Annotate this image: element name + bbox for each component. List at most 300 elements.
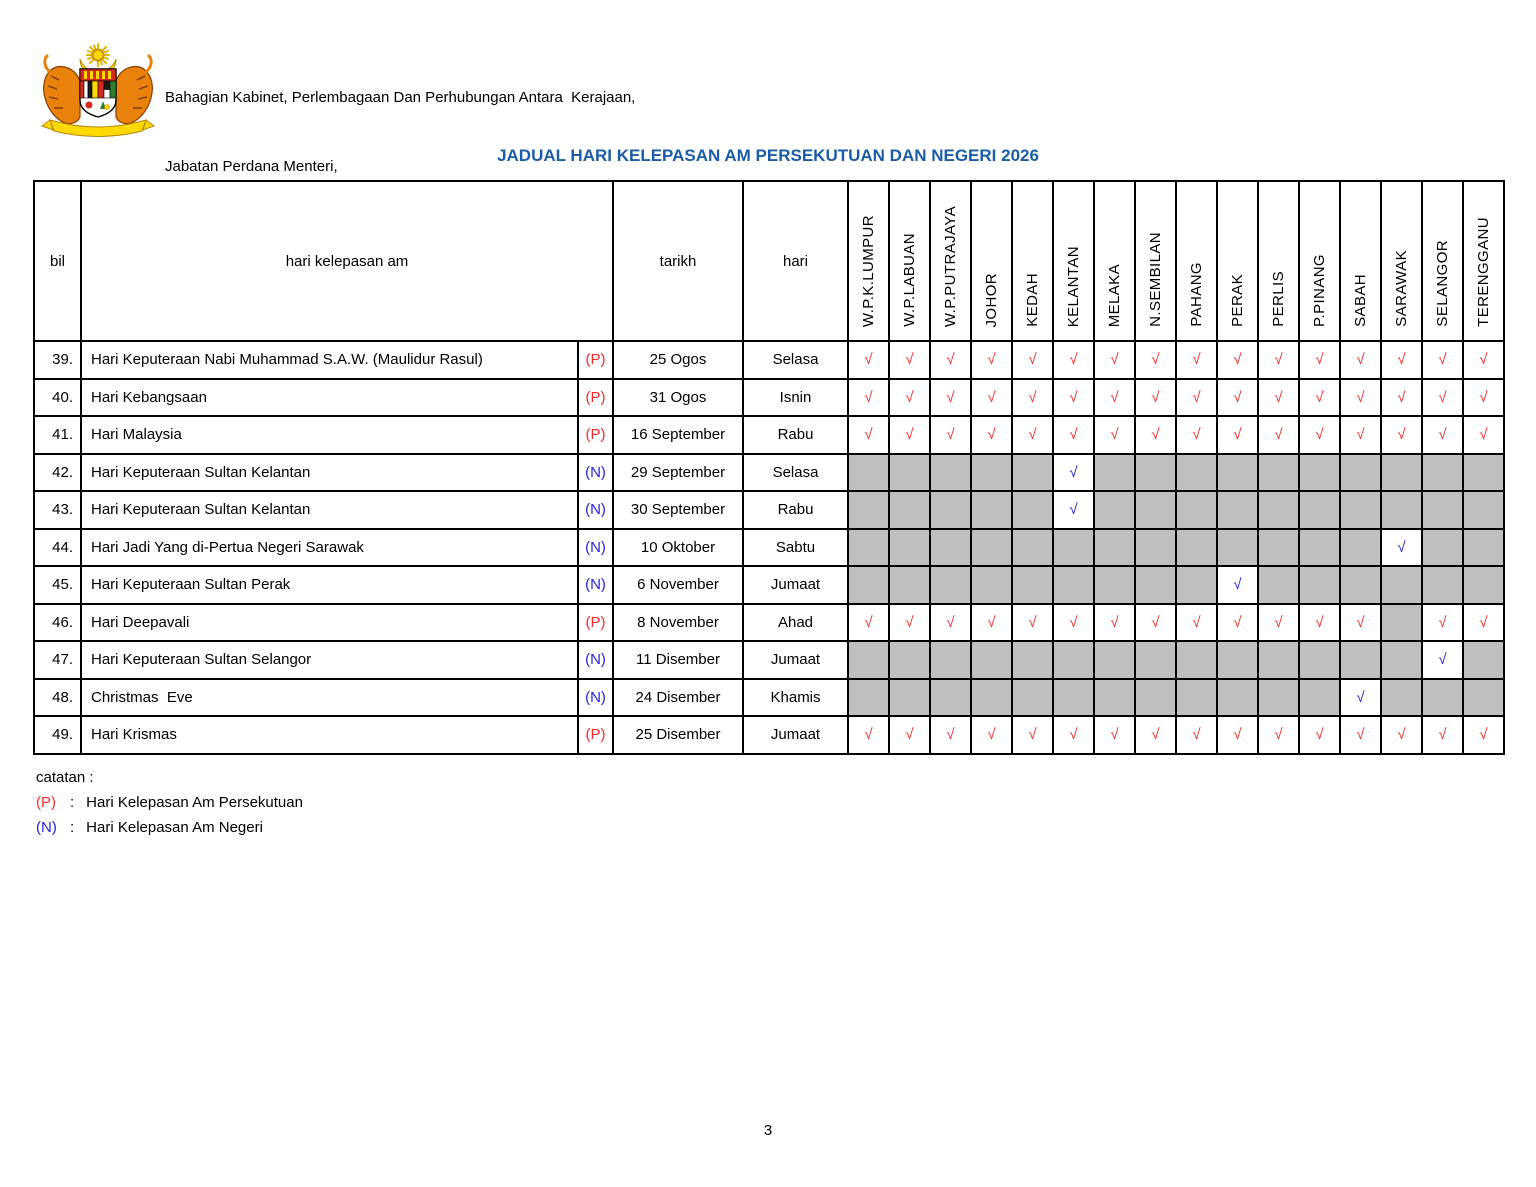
holiday-date: 16 September (613, 416, 743, 454)
col-header-state-johor (971, 181, 1012, 341)
address-line-2: Jabatan Perdana Menteri, (165, 158, 338, 175)
holiday-name: Hari Deepavali (81, 604, 578, 642)
state-cell-empty (1094, 566, 1135, 604)
state-cell-empty (1340, 454, 1381, 492)
state-cell-check: √ (848, 379, 889, 417)
state-cell-empty (1217, 491, 1258, 529)
state-cell-empty (889, 491, 930, 529)
state-cell-check: √ (1217, 566, 1258, 604)
state-cell-check: √ (1012, 416, 1053, 454)
col-header-state-kelantan (1053, 181, 1094, 341)
state-cell-empty (971, 491, 1012, 529)
state-cell-check: √ (1217, 379, 1258, 417)
holiday-day: Sabtu (743, 529, 848, 567)
col-header-state-pahang-label: PAHANG (1188, 262, 1206, 327)
row-number: 46. (34, 604, 81, 642)
col-header-state-melaka (1094, 181, 1135, 341)
state-cell-check: √ (1135, 416, 1176, 454)
state-cell-check: √ (1135, 341, 1176, 379)
state-cell-check: √ (1094, 716, 1135, 754)
holiday-name: Hari Krismas (81, 716, 578, 754)
state-cell-check: √ (971, 716, 1012, 754)
state-cell-empty (1299, 566, 1340, 604)
holiday-type: (N) (578, 529, 613, 567)
state-cell-empty (930, 529, 971, 567)
state-text: Hari Kelepasan Am Negeri (86, 819, 263, 836)
holiday-row (34, 716, 1504, 754)
state-cell-empty (889, 679, 930, 717)
state-cell-empty (889, 529, 930, 567)
state-cell-empty (930, 491, 971, 529)
col-header-state-n-sembilan (1135, 181, 1176, 341)
state-cell-check: √ (1217, 416, 1258, 454)
col-header-state-selangor-label: SELANGOR (1434, 240, 1452, 327)
state-cell-check: √ (1053, 491, 1094, 529)
state-cell-check: √ (930, 604, 971, 642)
state-cell-empty (1381, 641, 1422, 679)
state-cell-check: √ (1422, 341, 1463, 379)
state-cell-check: √ (1053, 379, 1094, 417)
state-cell-check: √ (848, 604, 889, 642)
state-cell-check: √ (930, 416, 971, 454)
state-cell-empty (848, 491, 889, 529)
state-cell-check: √ (1012, 341, 1053, 379)
state-cell-empty (1053, 566, 1094, 604)
col-header-state-kedah (1012, 181, 1053, 341)
state-cell-check: √ (1463, 341, 1504, 379)
holiday-name: Hari Keputeraan Nabi Muhammad S.A.W. (Maulidur Rasul) (81, 341, 578, 379)
state-cell-empty (1094, 529, 1135, 567)
state-cell-check: √ (889, 416, 930, 454)
state-cell-empty (848, 529, 889, 567)
table-header-row (34, 181, 1504, 341)
table-body (34, 341, 1504, 754)
state-cell-empty (1176, 566, 1217, 604)
col-header-state-sabah (1340, 181, 1381, 341)
state-cell-empty (1094, 641, 1135, 679)
state-cell-empty (1340, 641, 1381, 679)
col-header-state-p-pinang-label: P.PINANG (1311, 254, 1329, 327)
state-cell-check: √ (1053, 716, 1094, 754)
holiday-day: Khamis (743, 679, 848, 717)
state-cell-check: √ (1012, 604, 1053, 642)
holiday-day: Ahad (743, 604, 848, 642)
state-cell-check: √ (1176, 379, 1217, 417)
state-cell-check: √ (1422, 416, 1463, 454)
state-cell-check: √ (1299, 716, 1340, 754)
holiday-date: 24 Disember (613, 679, 743, 717)
state-cell-check: √ (1135, 604, 1176, 642)
holiday-type: (N) (578, 566, 613, 604)
state-cell-check: √ (1299, 604, 1340, 642)
state-cell-empty (1176, 454, 1217, 492)
state-cell-empty (1135, 529, 1176, 567)
col-header-state-sarawak-label: SARAWAK (1393, 250, 1411, 327)
state-cell-check: √ (930, 379, 971, 417)
row-number: 41. (34, 416, 81, 454)
state-cell-check: √ (1094, 379, 1135, 417)
holiday-row (34, 454, 1504, 492)
state-cell-check: √ (1381, 529, 1422, 567)
state-cell-empty (1135, 679, 1176, 717)
state-cell-empty (1258, 679, 1299, 717)
holiday-name: Hari Keputeraan Sultan Perak (81, 566, 578, 604)
state-cell-check: √ (1094, 416, 1135, 454)
row-number: 49. (34, 716, 81, 754)
state-cell-check: √ (1340, 416, 1381, 454)
col-header-state-selangor (1422, 181, 1463, 341)
state-cell-empty (848, 454, 889, 492)
state-cell-check: √ (889, 379, 930, 417)
holiday-row (34, 641, 1504, 679)
holiday-row (34, 529, 1504, 567)
holiday-name: Hari Jadi Yang di-Pertua Negeri Sarawak (81, 529, 578, 567)
state-cell-check: √ (1381, 716, 1422, 754)
state-cell-check: √ (971, 341, 1012, 379)
state-cell-empty (1176, 529, 1217, 567)
state-cell-empty (1217, 679, 1258, 717)
legend-item-federal (36, 790, 303, 815)
state-cell-empty (1463, 491, 1504, 529)
state-cell-check: √ (1422, 716, 1463, 754)
federal-text: Hari Kelepasan Am Persekutuan (86, 794, 303, 811)
holiday-type: (P) (578, 716, 613, 754)
state-cell-empty (1012, 454, 1053, 492)
state-cell-empty (1217, 641, 1258, 679)
col-header-state-perak-label: PERAK (1229, 274, 1247, 327)
state-cell-empty (1135, 454, 1176, 492)
state-cell-check: √ (1176, 604, 1217, 642)
state-cell-check: √ (930, 341, 971, 379)
state-cell-check: √ (1258, 716, 1299, 754)
holiday-day: Jumaat (743, 716, 848, 754)
state-cell-empty (1053, 679, 1094, 717)
holiday-day: Jumaat (743, 566, 848, 604)
state-cell-empty (971, 529, 1012, 567)
state-cell-empty (1094, 679, 1135, 717)
state-cell-empty (1176, 641, 1217, 679)
state-cell-empty (1012, 679, 1053, 717)
holiday-day: Rabu (743, 416, 848, 454)
state-cell-check: √ (848, 716, 889, 754)
state-cell-empty (848, 679, 889, 717)
holiday-name: Hari Keputeraan Sultan Selangor (81, 641, 578, 679)
holiday-date: 6 November (613, 566, 743, 604)
col-header-state-perlis-label: PERLIS (1270, 271, 1288, 327)
col-header-state-johor-label: JOHOR (983, 272, 1001, 327)
col-header-state-w-p-labuan (889, 181, 930, 341)
holiday-date: 8 November (613, 604, 743, 642)
state-cell-check: √ (1012, 716, 1053, 754)
col-header-state-melaka-label: MELAKA (1106, 263, 1124, 327)
col-header-state-perlis (1258, 181, 1299, 341)
state-cell-check: √ (1340, 379, 1381, 417)
col-header-state-w-p-k-lumpur (848, 181, 889, 341)
state-cell-empty (1422, 529, 1463, 567)
col-header-state-sarawak (1381, 181, 1422, 341)
state-cell-empty (1340, 529, 1381, 567)
state-cell-empty (1422, 491, 1463, 529)
state-cell-empty (1299, 679, 1340, 717)
state-cell-check: √ (1340, 679, 1381, 717)
state-cell-check: √ (1053, 416, 1094, 454)
holiday-name: Hari Kebangsaan (81, 379, 578, 417)
col-header-state-w-p-putrajaya (930, 181, 971, 341)
state-cell-check: √ (971, 416, 1012, 454)
state-cell-check: √ (1299, 379, 1340, 417)
holiday-type: (N) (578, 679, 613, 717)
holiday-type: (P) (578, 341, 613, 379)
state-cell-check: √ (1463, 716, 1504, 754)
holiday-name: Hari Keputeraan Sultan Kelantan (81, 491, 578, 529)
row-number: 44. (34, 529, 81, 567)
state-cell-empty (1463, 454, 1504, 492)
holiday-date: 30 September (613, 491, 743, 529)
state-cell-empty (1463, 641, 1504, 679)
holiday-type: (P) (578, 416, 613, 454)
state-cell-empty (1135, 491, 1176, 529)
table-header (34, 181, 1504, 341)
state-cell-check: √ (1094, 604, 1135, 642)
legend-heading: catatan : (36, 769, 94, 786)
state-cell-check: √ (1217, 604, 1258, 642)
state-cell-check: √ (971, 379, 1012, 417)
state-cell-empty (930, 679, 971, 717)
federal-separator: : (70, 794, 75, 811)
col-header-state-p-pinang (1299, 181, 1340, 341)
row-number: 47. (34, 641, 81, 679)
state-cell-empty (1012, 641, 1053, 679)
holiday-day: Isnin (743, 379, 848, 417)
state-cell-empty (1012, 491, 1053, 529)
state-cell-check: √ (1135, 379, 1176, 417)
state-cell-empty (1381, 491, 1422, 529)
col-header-state-kedah-label: KEDAH (1024, 273, 1042, 327)
state-cell-check: √ (1422, 641, 1463, 679)
state-cell-empty (1422, 454, 1463, 492)
holiday-date: 25 Disember (613, 716, 743, 754)
state-cell-empty (1463, 679, 1504, 717)
holiday-name: Hari Malaysia (81, 416, 578, 454)
holiday-type: (P) (578, 604, 613, 642)
state-cell-empty (848, 641, 889, 679)
state-cell-check: √ (1422, 379, 1463, 417)
col-header-state-pahang (1176, 181, 1217, 341)
state-cell-empty (1299, 454, 1340, 492)
holiday-date: 31 Ogos (613, 379, 743, 417)
holiday-row (34, 566, 1504, 604)
state-cell-empty (1135, 566, 1176, 604)
holiday-table (33, 180, 1505, 755)
holiday-day: Jumaat (743, 641, 848, 679)
state-cell-check: √ (889, 604, 930, 642)
holiday-day: Selasa (743, 341, 848, 379)
state-cell-empty (1299, 529, 1340, 567)
col-header-bil (34, 181, 81, 341)
state-cell-empty (1381, 679, 1422, 717)
state-cell-empty (1094, 454, 1135, 492)
col-header-state-n-sembilan-label: N.SEMBILAN (1147, 232, 1165, 327)
state-cell-empty (1258, 454, 1299, 492)
col-header-holiday-label: hari kelepasan am (285, 252, 409, 270)
col-header-holiday (81, 181, 613, 341)
col-header-state-w-p-k-lumpur-label: W.P.K.LUMPUR (860, 214, 878, 327)
col-header-state-kelantan-label: KELANTAN (1065, 245, 1083, 327)
state-cell-empty (1340, 566, 1381, 604)
state-cell-check: √ (1176, 416, 1217, 454)
federal-symbol: (P) (36, 794, 56, 811)
state-cell-empty (1422, 679, 1463, 717)
state-cell-check: √ (1422, 604, 1463, 642)
col-header-tarikh-label: tarikh (659, 252, 697, 270)
row-number: 39. (34, 341, 81, 379)
state-cell-empty (889, 454, 930, 492)
holiday-day: Rabu (743, 491, 848, 529)
state-cell-empty (1463, 566, 1504, 604)
holiday-date: 25 Ogos (613, 341, 743, 379)
holiday-name: Hari Keputeraan Sultan Kelantan (81, 454, 578, 492)
state-cell-empty (848, 566, 889, 604)
state-cell-empty (1381, 566, 1422, 604)
col-header-state-sabah-label: SABAH (1352, 274, 1370, 327)
state-cell-empty (1422, 566, 1463, 604)
state-cell-empty (1299, 491, 1340, 529)
state-cell-empty (1217, 529, 1258, 567)
state-cell-check: √ (1217, 716, 1258, 754)
state-cell-empty (1135, 641, 1176, 679)
state-cell-check: √ (848, 341, 889, 379)
state-cell-empty (889, 566, 930, 604)
row-number: 45. (34, 566, 81, 604)
state-cell-check: √ (1381, 341, 1422, 379)
col-header-state-terengganu-label: TERENGGANU (1475, 217, 1493, 327)
holiday-date: 29 September (613, 454, 743, 492)
col-header-state-w-p-putrajaya-label: W.P.PUTRAJAYA (942, 205, 960, 327)
state-cell-check: √ (1340, 604, 1381, 642)
state-cell-check: √ (1258, 604, 1299, 642)
col-header-hari-label: hari (783, 252, 809, 270)
col-header-state-perak (1217, 181, 1258, 341)
malaysia-coat-of-arms-logo (37, 42, 159, 140)
state-cell-check: √ (1381, 416, 1422, 454)
state-cell-empty (1053, 641, 1094, 679)
state-cell-check: √ (1012, 379, 1053, 417)
holiday-row (34, 679, 1504, 717)
legend (36, 765, 303, 840)
state-cell-empty (1258, 566, 1299, 604)
state-cell-check: √ (1176, 716, 1217, 754)
holiday-type: (N) (578, 491, 613, 529)
state-cell-check: √ (1299, 341, 1340, 379)
state-cell-empty (930, 454, 971, 492)
state-cell-check: √ (1135, 716, 1176, 754)
state-cell-empty (1053, 529, 1094, 567)
state-cell-check: √ (1463, 416, 1504, 454)
state-cell-empty (971, 454, 1012, 492)
state-cell-empty (1381, 604, 1422, 642)
holiday-date: 10 Oktober (613, 529, 743, 567)
state-cell-check: √ (1258, 341, 1299, 379)
state-cell-check: √ (1176, 341, 1217, 379)
page-number: 3 (763, 1122, 773, 1139)
state-cell-empty (1012, 566, 1053, 604)
state-cell-check: √ (1381, 379, 1422, 417)
state-cell-check: √ (889, 341, 930, 379)
state-cell-empty (971, 566, 1012, 604)
state-cell-empty (1012, 529, 1053, 567)
state-cell-empty (1094, 491, 1135, 529)
state-cell-check: √ (848, 416, 889, 454)
row-number: 48. (34, 679, 81, 717)
state-cell-check: √ (1340, 716, 1381, 754)
holiday-type: (P) (578, 379, 613, 417)
state-cell-check: √ (1463, 604, 1504, 642)
holiday-type: (N) (578, 454, 613, 492)
state-cell-empty (1381, 454, 1422, 492)
state-cell-check: √ (930, 716, 971, 754)
state-cell-check: √ (971, 604, 1012, 642)
state-cell-empty (1258, 491, 1299, 529)
legend-item-state (36, 815, 303, 840)
col-header-tarikh (613, 181, 743, 341)
state-cell-empty (1176, 491, 1217, 529)
holiday-row (34, 341, 1504, 379)
col-header-state-w-p-labuan-label: W.P.LABUAN (901, 233, 919, 327)
state-cell-check: √ (1258, 416, 1299, 454)
holiday-row (34, 491, 1504, 529)
row-number: 43. (34, 491, 81, 529)
holiday-row (34, 604, 1504, 642)
col-header-state-terengganu (1463, 181, 1504, 341)
state-cell-empty (930, 641, 971, 679)
state-cell-empty (1176, 679, 1217, 717)
holiday-row (34, 416, 1504, 454)
state-cell-check: √ (1340, 341, 1381, 379)
state-cell-check: √ (1094, 341, 1135, 379)
state-cell-check: √ (1053, 341, 1094, 379)
state-cell-empty (1258, 529, 1299, 567)
state-cell-empty (930, 566, 971, 604)
state-cell-check: √ (1299, 416, 1340, 454)
state-cell-empty (1340, 491, 1381, 529)
state-separator: : (70, 819, 75, 836)
state-cell-empty (1258, 641, 1299, 679)
state-cell-empty (1217, 454, 1258, 492)
holiday-name: Christmas Eve (81, 679, 578, 717)
state-symbol: (N) (36, 819, 57, 836)
page-title: JADUAL HARI KELEPASAN AM PERSEKUTUAN DAN NEGERI 2026 (497, 146, 1039, 165)
state-cell-empty (1299, 641, 1340, 679)
state-cell-empty (971, 679, 1012, 717)
holiday-day: Selasa (743, 454, 848, 492)
holiday-row (34, 379, 1504, 417)
col-header-bil-label: bil (49, 252, 65, 270)
row-number: 42. (34, 454, 81, 492)
state-cell-check: √ (1053, 454, 1094, 492)
state-cell-empty (889, 641, 930, 679)
state-cell-check: √ (1258, 379, 1299, 417)
row-number: 40. (34, 379, 81, 417)
state-cell-empty (1463, 529, 1504, 567)
state-cell-check: √ (1463, 379, 1504, 417)
holiday-date: 11 Disember (613, 641, 743, 679)
state-cell-check: √ (889, 716, 930, 754)
state-cell-check: √ (1217, 341, 1258, 379)
state-cell-check: √ (1053, 604, 1094, 642)
col-header-hari (743, 181, 848, 341)
holiday-type: (N) (578, 641, 613, 679)
address-line-1: Bahagian Kabinet, Perlembagaan Dan Perhubungan Antara Kerajaan, (165, 89, 636, 106)
